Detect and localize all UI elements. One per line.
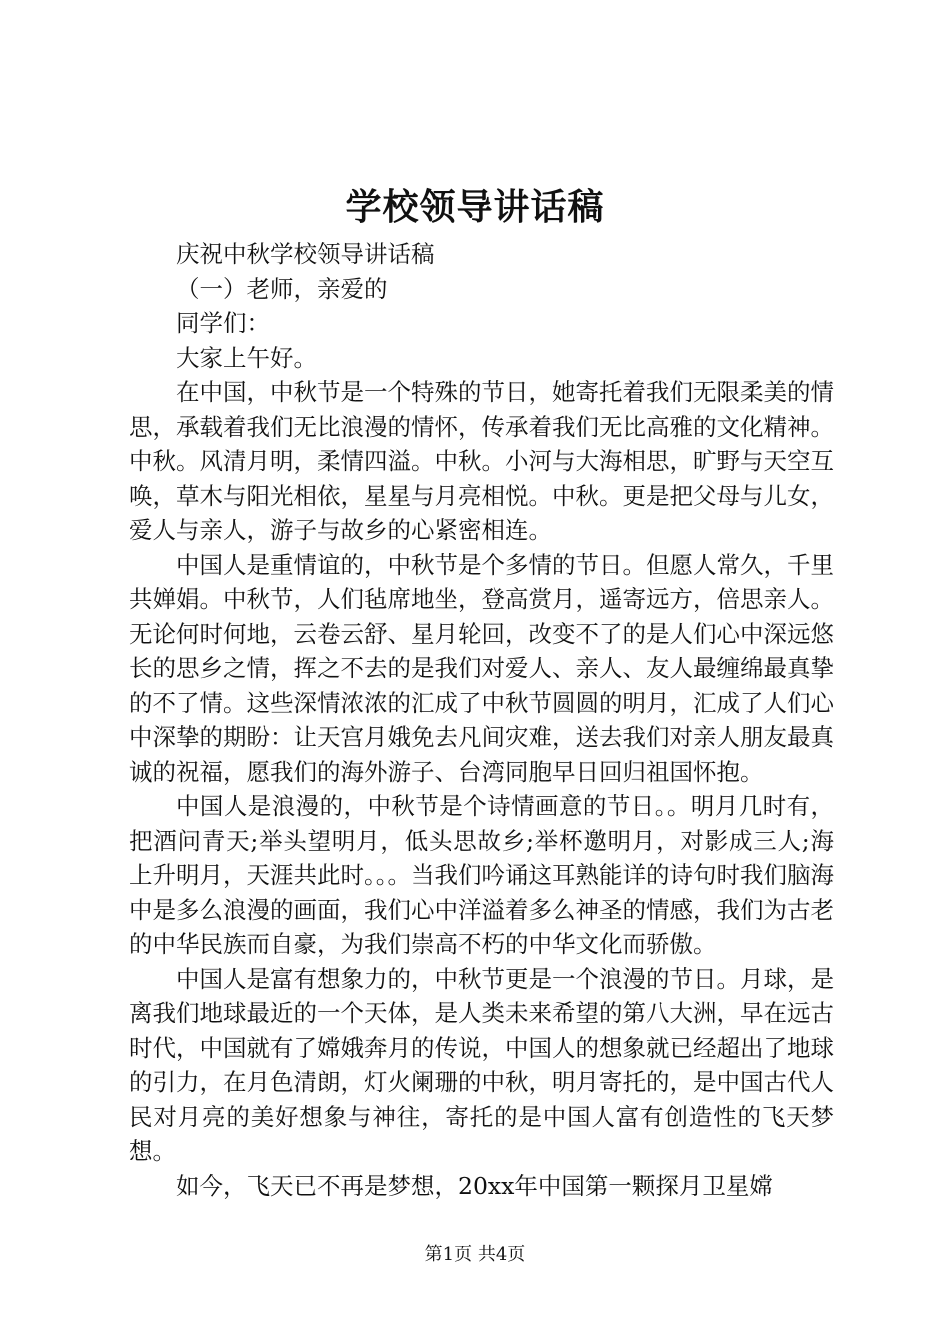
document-title: 学校领导讲话稿 (345, 187, 605, 228)
paragraph: 中国人是浪漫的，中秋节是个诗情画意的节日。。明月几时有，把酒问青天;举头望明月，低头思故乡;举杯邀明月，对影成三人;海上升明月，天涯共此时。。。当我们吟诵这耳熟能详的诗句时我们脑海中是多么浪漫的画面，我们心中洋溢着多么神圣的情感，我们为古老的中华民族而自豪，为我们崇高不朽的中华文化而骄傲。 (129, 792, 834, 958)
paragraph-salutation-1: （一）老师，亲爱的 (176, 274, 388, 303)
paragraph-salutation-2: 同学们： (176, 309, 270, 337)
paragraph-subtitle: 庆祝中秋学校领导讲话稿 (176, 240, 435, 268)
paragraph-greeting: 大家上午好。 (176, 343, 317, 372)
document-body (129, 237, 834, 1203)
paragraph: 如今，飞天已不再是梦想，20xx年中国第一颗探月卫星嫦 (176, 1171, 773, 1200)
page-number-footer: 第1页 共4页 (424, 1244, 526, 1265)
paragraph: 中国人是富有想象力的，中秋节更是一个浪漫的节日。月球，是离我们地球最近的一个天体，是人类未来希望的第八大洲，早在远古时代，中国就有了嫦娥奔月的传说，中国人的想象就已经超出了地球的引力，在月色清朗，灯火阑珊的中秋，明月寄托的，是中国古代人民对月亮的美好想象与神往，寄托的是中国人富有创造性的飞天梦想。 (129, 964, 834, 1165)
paragraph: 在中国，中秋节是一个特殊的节日，她寄托着我们无限柔美的情思，承载着我们无比浪漫的情怀，传承着我们无比高雅的文化精神。中秋。风清月明，柔情四溢。中秋。小河与大海相思，旷野与天空互唤，草木与阳光相依，星星与月亮相悦。中秋。更是把父母与儿女，爱人与亲人，游子与故乡的心紧密相连。 (129, 378, 834, 544)
paragraph: 中国人是重情谊的，中秋节是个多情的节日。但愿人常久，千里共婵娟。中秋节，人们毡席地坐，登高赏月，遥寄远方，倍思亲人。无论何时何地，云卷云舒、星月轮回，改变不了的是人们心中深远悠长的思乡之情，挥之不去的是我们对爱人、亲人、友人最缠绵最真挚的不了情。这些深情浓浓的汇成了中秋节圆圆的明月，汇成了人们心中深挚的期盼：让天宫月娥免去凡间灾难，送去我们对亲人朋友最真诚的祝福，愿我们的海外游子、台湾同胞早日回归祖国怀抱。 (129, 550, 834, 786)
